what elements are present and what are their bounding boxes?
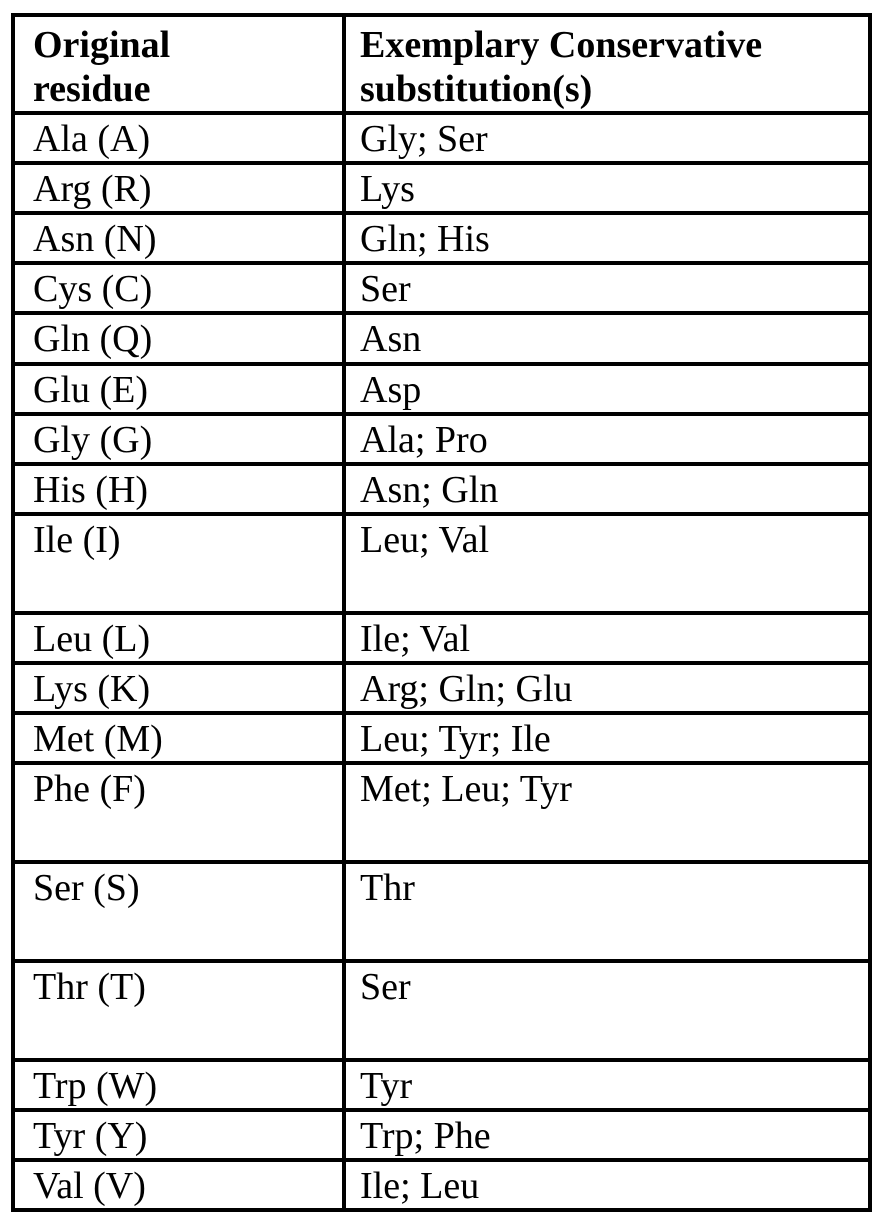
original-residue-cell: Thr (T) bbox=[13, 961, 344, 1060]
original-residue-cell: Gly (G) bbox=[13, 414, 344, 464]
original-residue-cell: Lys (K) bbox=[13, 663, 344, 713]
substitution-cell: Ile; Leu bbox=[344, 1160, 870, 1210]
original-residue-cell: Ala (A) bbox=[13, 113, 344, 163]
substitution-cell: Arg; Gln; Glu bbox=[344, 663, 870, 713]
substitution-cell: Ile; Val bbox=[344, 613, 870, 663]
substitution-cell: Trp; Phe bbox=[344, 1110, 870, 1160]
substitution-cell: Lys bbox=[344, 163, 870, 213]
conservative-substitution-table-container bbox=[11, 13, 872, 1212]
substitution-cell: Asn bbox=[344, 313, 870, 363]
substitution-cell: Asp bbox=[344, 364, 870, 414]
table-row bbox=[13, 364, 870, 414]
table-row bbox=[13, 414, 870, 464]
table-row bbox=[13, 464, 870, 514]
original-residue-cell: His (H) bbox=[13, 464, 344, 514]
substitution-header: Exemplary Conservative substitution(s) bbox=[344, 15, 870, 113]
substitution-cell: Tyr bbox=[344, 1060, 870, 1110]
substitution-cell: Leu; Val bbox=[344, 514, 870, 613]
table-row bbox=[13, 663, 870, 713]
table-row bbox=[13, 313, 870, 363]
original-residue-cell: Cys (C) bbox=[13, 263, 344, 313]
table-row bbox=[13, 113, 870, 163]
table-row bbox=[13, 961, 870, 1060]
table-row bbox=[13, 213, 870, 263]
original-residue-cell: Ser (S) bbox=[13, 862, 344, 961]
table-row bbox=[13, 763, 870, 862]
substitution-cell: Leu; Tyr; Ile bbox=[344, 713, 870, 763]
table-row bbox=[13, 163, 870, 213]
table-row bbox=[13, 1160, 870, 1210]
substitution-cell: Met; Leu; Tyr bbox=[344, 763, 870, 862]
original-residue-cell: Val (V) bbox=[13, 1160, 344, 1210]
substitution-cell: Ser bbox=[344, 961, 870, 1060]
table-row bbox=[13, 1060, 870, 1110]
original-residue-cell: Leu (L) bbox=[13, 613, 344, 663]
table-row bbox=[13, 862, 870, 961]
original-residue-cell: Trp (W) bbox=[13, 1060, 344, 1110]
table-row bbox=[13, 613, 870, 663]
substitution-cell: Gln; His bbox=[344, 213, 870, 263]
substitution-cell: Gly; Ser bbox=[344, 113, 870, 163]
original-residue-cell: Phe (F) bbox=[13, 763, 344, 862]
original-residue-cell: Gln (Q) bbox=[13, 313, 344, 363]
original-residue-cell: Asn (N) bbox=[13, 213, 344, 263]
original-residue-cell: Arg (R) bbox=[13, 163, 344, 213]
original-residue-cell: Ile (I) bbox=[13, 514, 344, 613]
original-residue-cell: Met (M) bbox=[13, 713, 344, 763]
conservative-substitution-table bbox=[11, 13, 872, 1212]
original-residue-cell: Tyr (Y) bbox=[13, 1110, 344, 1160]
table-row bbox=[13, 514, 870, 613]
table-row bbox=[13, 713, 870, 763]
substitution-cell: Ser bbox=[344, 263, 870, 313]
table-header-row bbox=[13, 15, 870, 113]
substitution-cell: Ala; Pro bbox=[344, 414, 870, 464]
substitution-cell: Thr bbox=[344, 862, 870, 961]
original-residue-header: Original residue bbox=[13, 15, 344, 113]
original-residue-cell: Glu (E) bbox=[13, 364, 344, 414]
table-row bbox=[13, 1110, 870, 1160]
table-row bbox=[13, 263, 870, 313]
substitution-cell: Asn; Gln bbox=[344, 464, 870, 514]
